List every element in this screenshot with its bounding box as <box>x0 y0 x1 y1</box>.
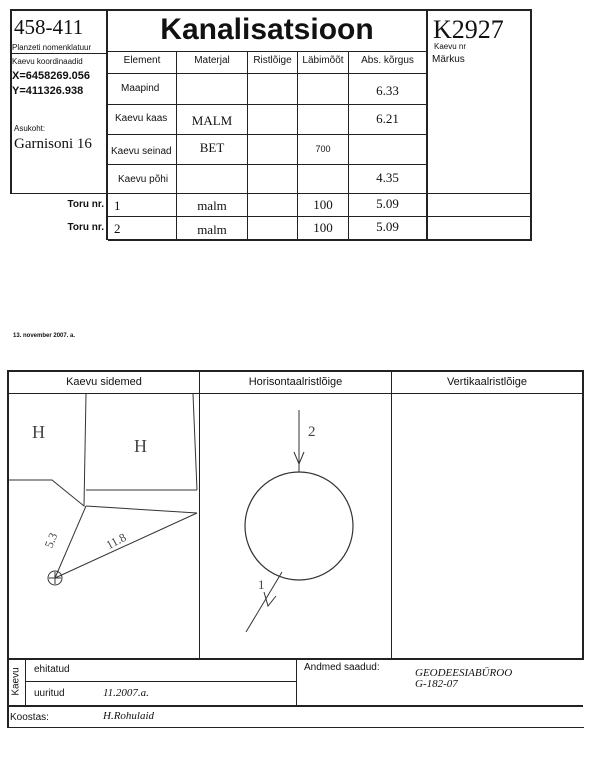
building-outline-bottom <box>86 506 197 513</box>
sketch-label-distance-1: 5.3 <box>41 530 61 550</box>
footer-side-label-wrapper <box>8 666 25 696</box>
built-label: ehitatud <box>34 664 70 675</box>
header-cross-section: Ristlõige <box>253 55 292 66</box>
building-outline-left <box>9 394 86 506</box>
page-title: Kanalisatsioon <box>160 13 374 46</box>
location-label: Asukoht: <box>14 124 46 133</box>
compiled-by-value: H.Rohulaid <box>103 710 155 722</box>
pipe-2-abs-height: 5.09 <box>376 219 399 234</box>
section-connections-title: Kaevu sidemed <box>66 376 142 388</box>
distance-line-1 <box>55 506 86 578</box>
well-cross-section-circle <box>245 472 353 580</box>
diameter-kaevu-seinad: 700 <box>315 144 331 154</box>
pipe-1-diameter: 100 <box>313 197 333 212</box>
document-date: 13. november 2007. a. <box>13 333 76 339</box>
pipe-2-material: malm <box>197 222 227 237</box>
data-from-org: GEODEESIABÜROO <box>415 667 513 679</box>
header-diameter: Läbimõõt <box>302 55 344 66</box>
pipe-1-number: 1 <box>114 198 121 213</box>
nomenclature-value: 458-411 <box>14 15 84 39</box>
material-kaevu-kaas: MALM <box>191 113 233 128</box>
row-label-kaevu-seinad: Kaevu seinad <box>111 146 172 157</box>
pipe-2-diameter: 100 <box>313 220 333 235</box>
well-number-label: Kaevu nr <box>434 42 467 51</box>
compiled-by-label: Koostas: <box>10 712 49 723</box>
material-kaevu-seinad: BET <box>199 140 225 155</box>
sketch-label-distance-2: 11.8 <box>103 530 129 553</box>
well-number-value: K2927 <box>433 15 504 44</box>
row-label-maapind: Maapind <box>121 83 160 94</box>
surveyed-value: 11.2007.a. <box>103 687 149 699</box>
pipe-2-label: Toru nr. <box>67 222 104 233</box>
header-abs-height: Abs. kõrgus <box>361 55 414 66</box>
pipe-1-material: malm <box>197 198 227 213</box>
abs-height-kaevu-kaas: 6.21 <box>376 111 399 126</box>
data-from-code: G-182-07 <box>415 678 458 690</box>
section-horizontal-title: Horisontaalristlõige <box>248 376 343 388</box>
header-remarks: Märkus <box>432 54 465 65</box>
row-label-kaevu-kaas: Kaevu kaas <box>115 113 168 124</box>
pipe-1-abs-height: 5.09 <box>376 196 399 211</box>
footer-side-label: Kaevu <box>11 666 23 696</box>
pipe-2-number: 2 <box>114 221 121 236</box>
coordinate-y: Y=411326.938 <box>12 85 84 97</box>
abs-height-maapind: 6.33 <box>376 83 399 98</box>
pipe-inlet-label: 2 <box>308 424 316 440</box>
abs-height-kaevu-pohi: 4.35 <box>376 170 399 185</box>
surveyed-label: uuritud <box>34 688 65 699</box>
row-label-kaevu-pohi: Kaevu põhi <box>118 174 169 185</box>
pipe-outlet-arrow <box>264 592 276 606</box>
section-vertical-title: Vertikaalristlõige <box>446 376 528 388</box>
nomenclature-label: Planzeti nomenklatuur <box>12 43 92 52</box>
sketch-label-h1: H <box>32 422 45 442</box>
header-element: Element <box>123 55 161 66</box>
location-value: Garnisoni 16 <box>14 136 92 152</box>
pipe-outlet-label: 1 <box>258 577 265 592</box>
pipe-1-label: Toru nr. <box>67 199 104 210</box>
sketch-label-h2: H <box>134 436 147 456</box>
distance-line-2 <box>55 513 197 578</box>
coordinate-x: X=6458269.056 <box>12 70 90 82</box>
data-from-label: Andmed saadud: <box>304 662 380 673</box>
coordinates-label: Kaevu koordinaadid <box>12 57 83 66</box>
well-symbol-cross <box>49 572 61 584</box>
header-material: Materjal <box>194 55 230 66</box>
